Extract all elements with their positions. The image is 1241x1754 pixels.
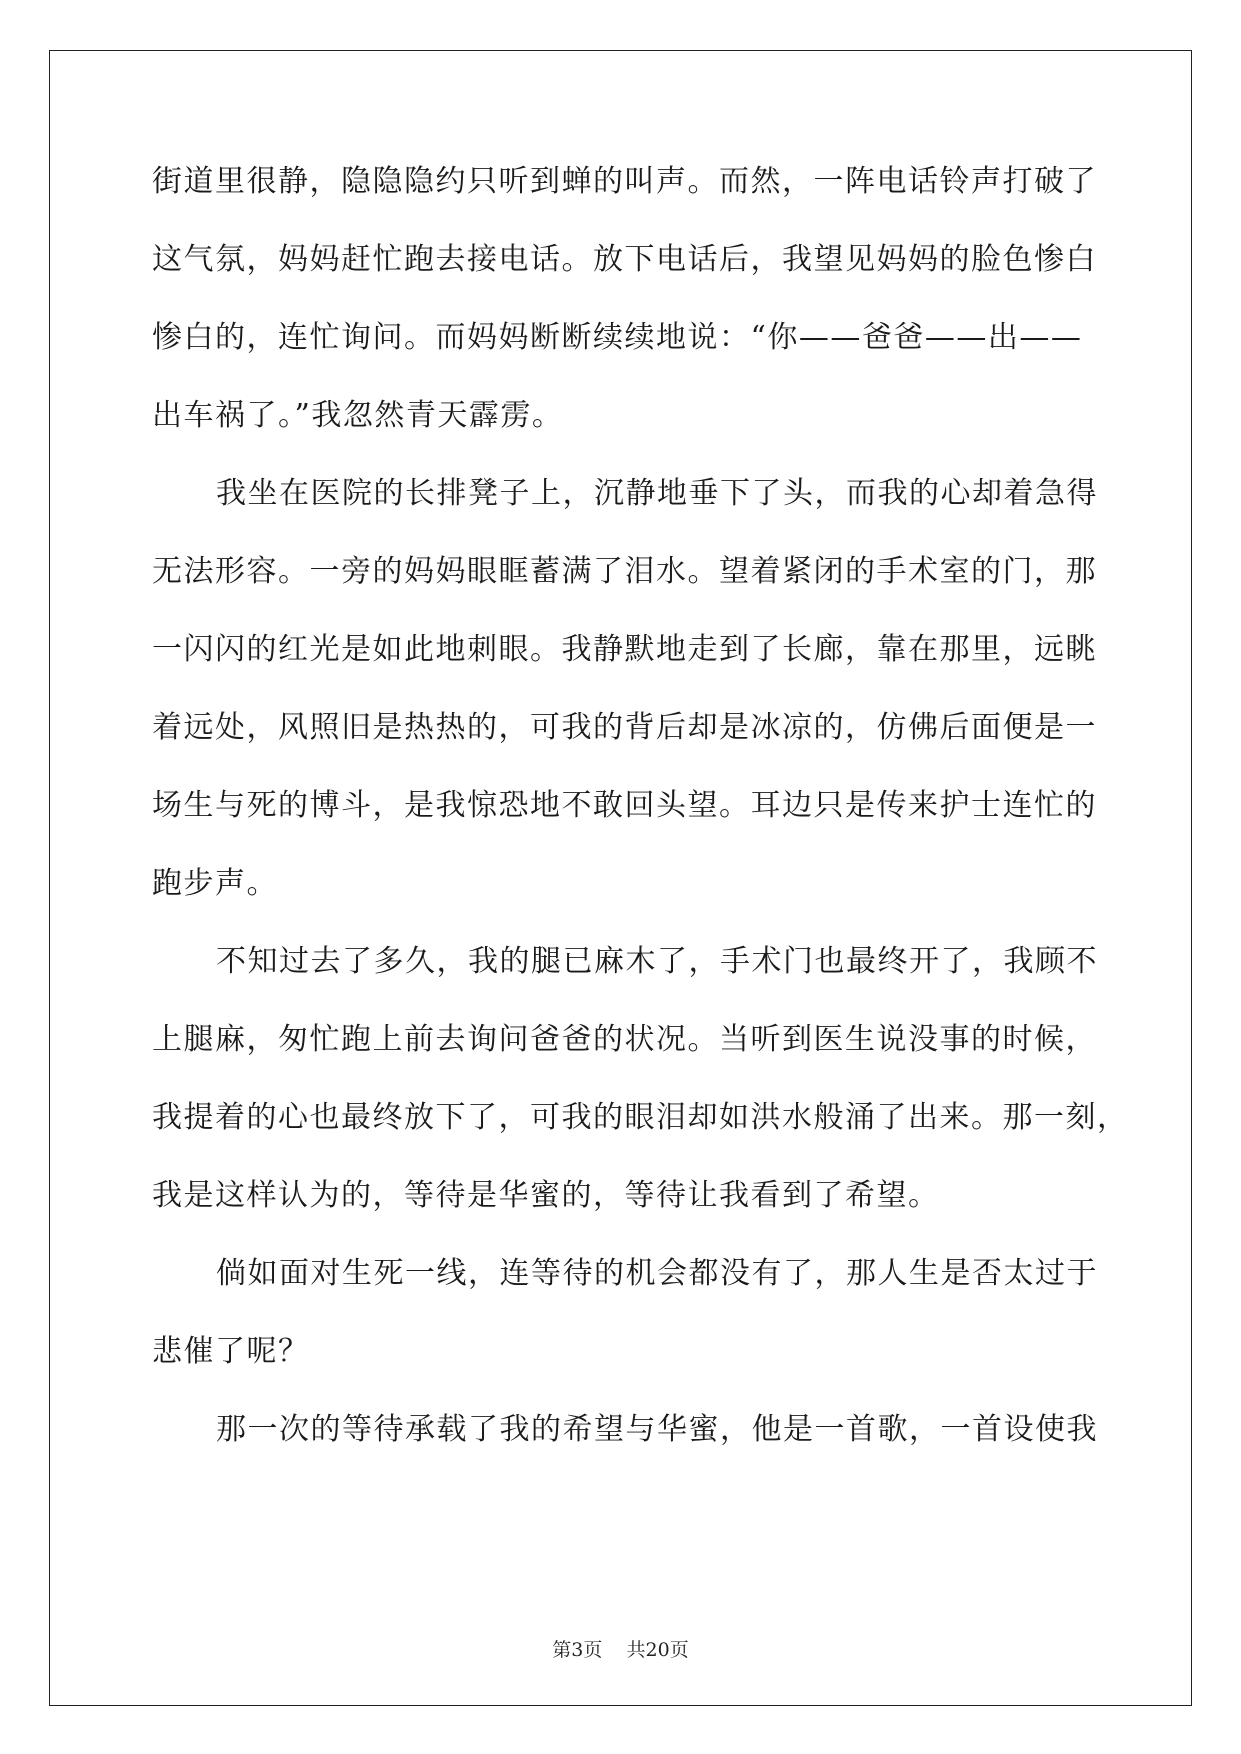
text-line: 跑步声。 <box>152 866 278 901</box>
text-line: 一闪闪的红光是如此地刺眼。我静默地走到了长廊，靠在那里，远眺 <box>152 632 1097 667</box>
text-line: 场生与死的博斗，是我惊恐地不敢回头望。耳边只是传来护士连忙的 <box>152 788 1097 823</box>
text-line: 我提着的心也最终放下了，可我的眼泪却如洪水般涌了出来。那一刻， <box>152 1100 1129 1135</box>
text-line: 街道里很静，隐隐隐约只听到蝉的叫声。而然，一阵电话铃声打破了 <box>152 164 1097 199</box>
text-line: 上腿麻，匆忙跑上前去询问爸爸的状况。当听到医生说没事的时候， <box>152 1022 1097 1057</box>
paragraph-start-line: 不知过去了多久，我的腿已麻木了，手术门也最终开了，我顾不 <box>216 944 1098 979</box>
text-line: 悲催了呢？ <box>152 1334 310 1369</box>
text-line: 着远处，风照旧是热热的，可我的背后却是冰凉的，仿佛后面便是一 <box>152 710 1097 745</box>
paragraph-start-line: 我坐在医院的长排凳子上，沉静地垂下了头，而我的心却着急得 <box>216 476 1098 511</box>
paragraph-start-line: 那一次的等待承载了我的希望与华蜜，他是一首歌，一首设使我 <box>216 1412 1098 1447</box>
text-line: 这气氛，妈妈赶忙跑去接电话。放下电话后，我望见妈妈的脸色惨白 <box>152 242 1097 277</box>
page-number: 第3页 <box>552 1639 603 1661</box>
page-footer <box>0 1635 1241 1662</box>
page-total: 共20页 <box>626 1639 689 1661</box>
text-line: 我是这样认为的，等待是华蜜的，等待让我看到了希望。 <box>152 1178 940 1213</box>
text-line: 惨白的，连忙询问。而妈妈断断续续地说：“你——爸爸——出—— <box>152 320 1083 355</box>
text-line: 无法形容。一旁的妈妈眼眶蓄满了泪水。望着紧闭的手术室的门，那 <box>152 554 1097 589</box>
paragraph-start-line: 倘如面对生死一线，连等待的机会都没有了，那人生是否太过于 <box>216 1256 1098 1291</box>
document-body <box>152 150 1129 1476</box>
text-line: 出车祸了。”我忽然青天霹雳。 <box>152 398 564 433</box>
